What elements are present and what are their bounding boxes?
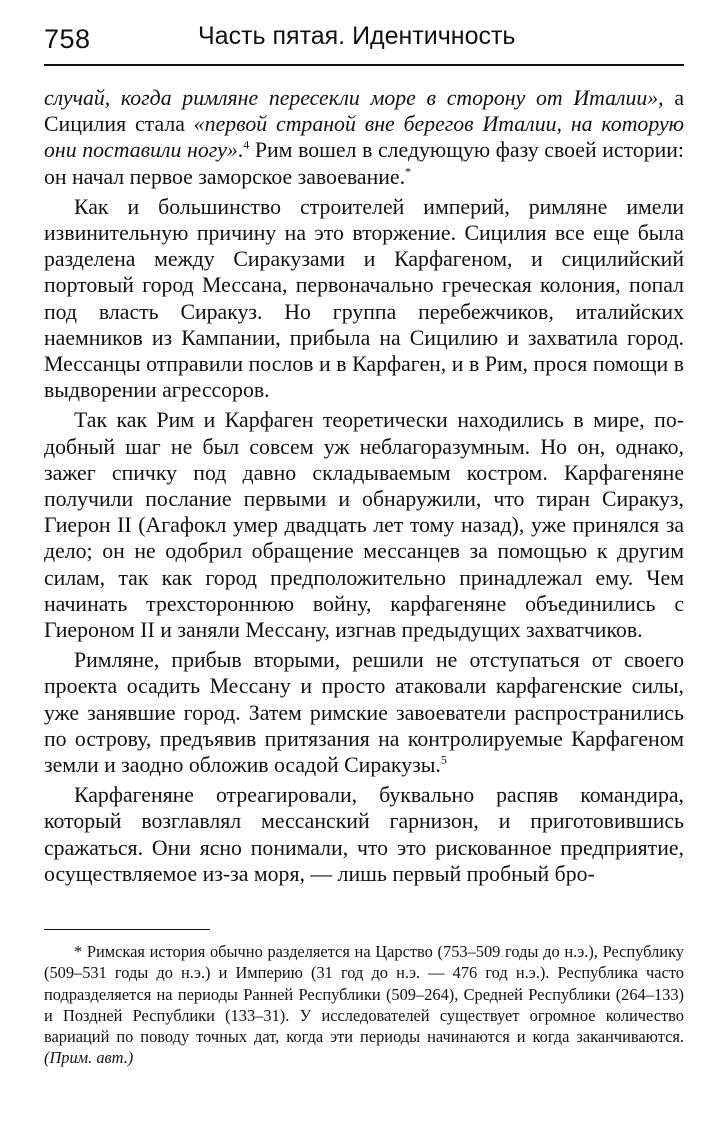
author-note: (Прим. авт.) (44, 1048, 134, 1068)
text-run: Рим вошел в следующую фазу своей истории: он начал первое заморское завоевание. (44, 138, 684, 189)
quote-italic: случай, когда римляне пересекли море в сторону от Италии» (44, 86, 659, 110)
footnote-text (44, 941, 684, 1069)
paragraph-1 (44, 85, 684, 190)
footnote (44, 941, 684, 1069)
page-number: 758 (44, 24, 91, 54)
running-title: Часть пятая. Идентичность (198, 22, 516, 50)
footnote-ref: 4 (243, 138, 250, 153)
footnote-ref: 5 (440, 752, 447, 767)
paragraph-4 (44, 647, 684, 778)
footnote-ref: * (405, 164, 412, 179)
text-run: Римляне, прибыв вторыми, решили не отступаться от своего проекта осадить Мессану и просто атаковали карфагенские силы, уже занявшие город. Затем римские завоеватели распространились по острову, предъявив притязания на контролируемые Карфагеном земли и заодно обложив осадой Сиракузы. (44, 648, 684, 778)
paragraph-5: Карфагеняне отреагировали, буквально распяв командира, который возглавлял мессанский гарнизон, и приготовившись сражаться. Они ясно понимали, что это рискованное предприятие, осуществляемое из-за моря, — лишь первый пробный бро- (44, 783, 684, 886)
footnote-rule (44, 929, 210, 930)
footnote-body: * Римская история обычно разделяется на Царство (753–509 годы до н.э.), Республику (509–531 годы до н.э.) и Империю (31 год до н.э. — 476 год н.э.). Республика часто подразделяется на периоды Ранней Республики (509–264), Средней Республики (264–133) и Поздней Республики (133–31). У исследователей существует огромное количество вариаций по поводу точных дат, когда эти периоды начинаются и когда заканчиваются. (44, 942, 684, 1047)
page-header (44, 18, 686, 62)
quote-italic: «первой страной вне берегов Италии, на которую они поставили ногу» (44, 112, 684, 163)
paragraph-3: Так как Рим и Карфаген теоретически находились в мире, подобный шаг не был совсем уж неблагоразумным. Но он, однако, зажег спичку под давно складываемым костром. Карфагеняне получили послание первыми и обнаружили, что тиран Сиракуз, Гиерон II (Агафокл умер двадцать лет тому назад), уже принялся за дело; он не одобрил обращение мессанцев за помощью к другим силам, так как город предположительно принадлежал ему. Чем начинать трехстороннюю войну, карфагеняне объединились с Гиероном II и заняли Мессану, изгнав предыдущих захватчиков. (44, 408, 684, 643)
paragraph-2: Как и большинство строителей империй, римляне имели извинительную причину на это вторжение. Сицилия все еще была разделена между Сиракузами и Карфагеном, и сицилийский портовый город Мессана, первоначально греческая колония, попал под власть Сиракуз. Но группа перебежчиков, италийских наемников из Кампании, прибыла на Сицилию и захватила город. Мессанцы отправили послов и в Карфаген, и в Рим, прося помощи в выдворении агрессоров. (44, 194, 684, 403)
text-run: . (237, 138, 244, 163)
body-text (44, 85, 684, 887)
header-rule (44, 64, 684, 66)
text-run: , а Сицилия стала (44, 86, 684, 137)
